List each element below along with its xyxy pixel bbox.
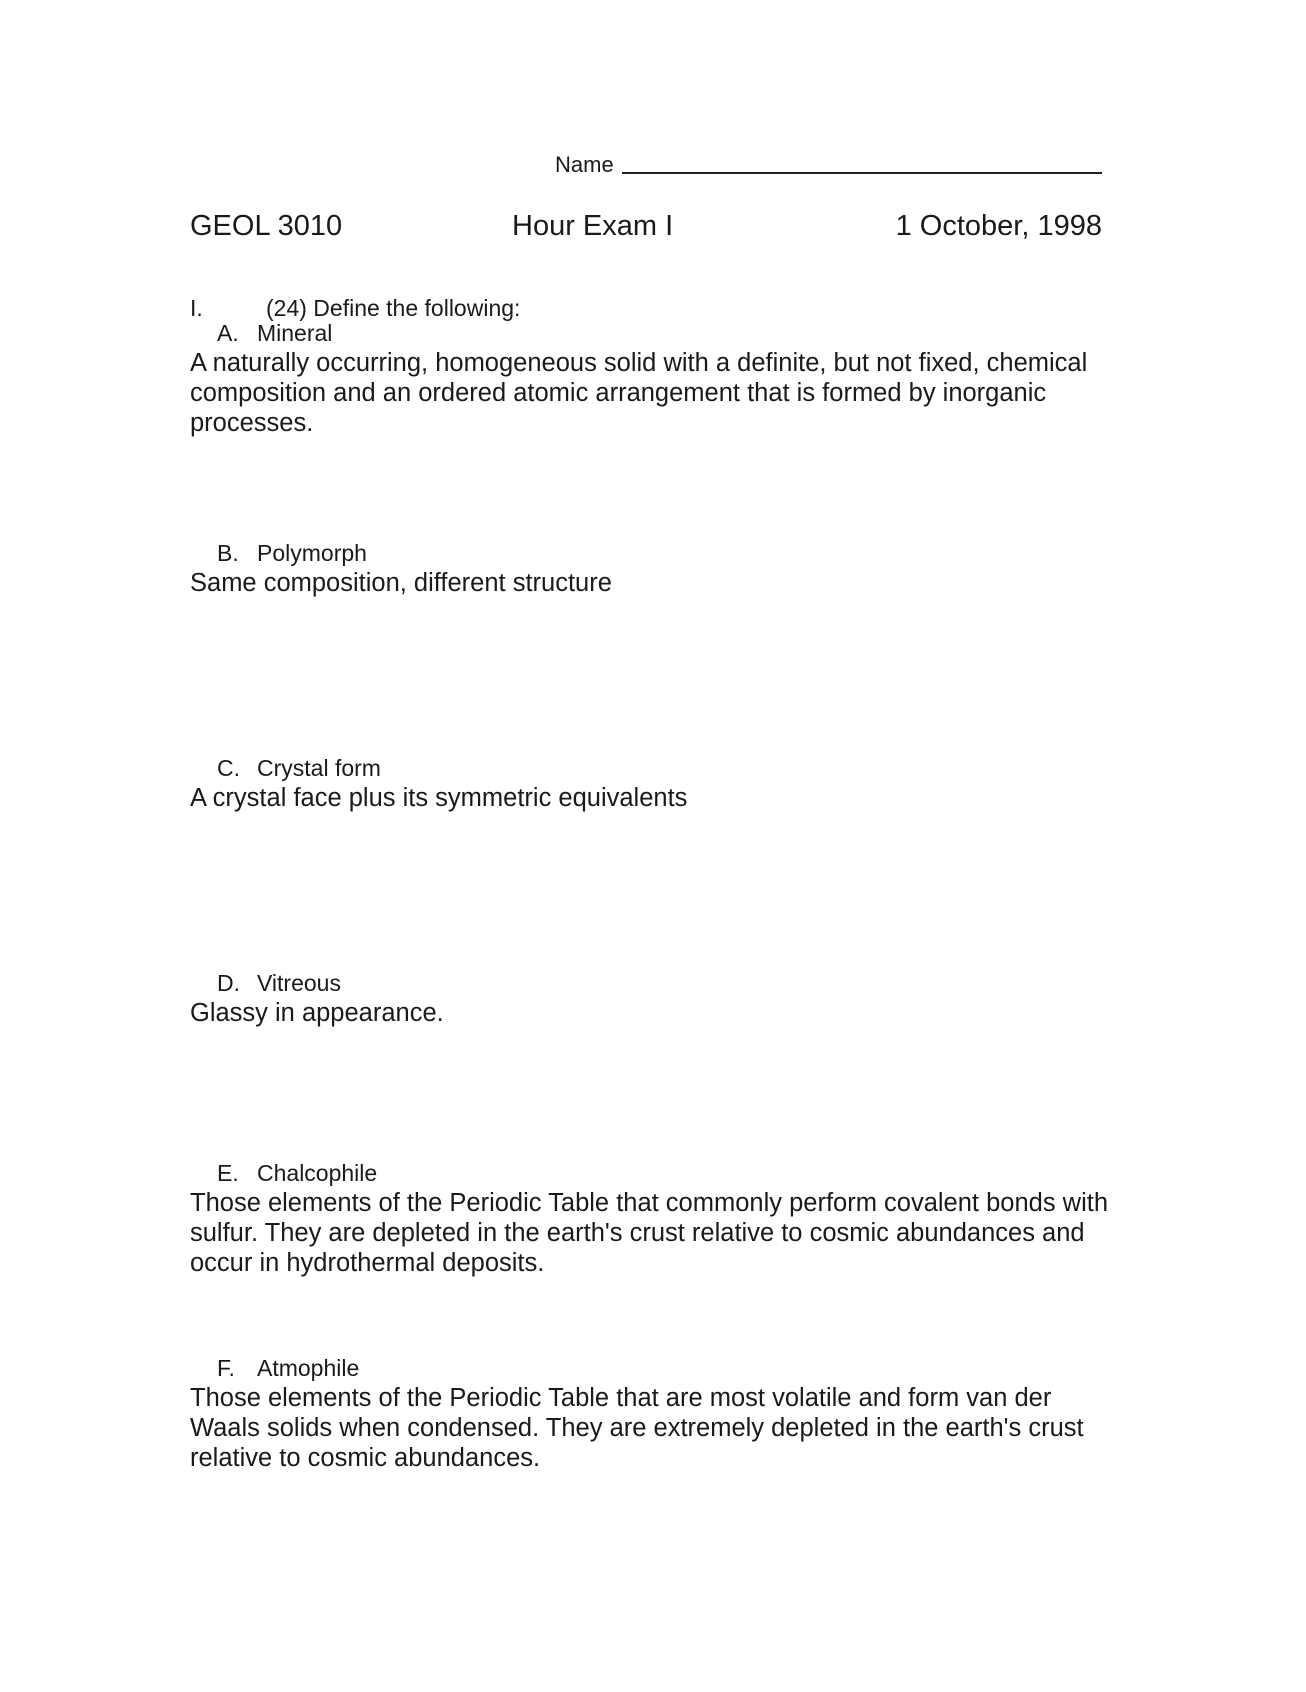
section-heading [190,295,520,322]
item-term [217,970,1115,997]
question-item-mineral [190,320,1115,438]
question-item-crystal-form [190,755,1115,813]
question-item-vitreous [190,970,1115,1028]
name-field [555,152,1102,178]
item-letter: B. [217,540,239,566]
exam-date: 1 October, 1998 [895,210,1102,242]
exam-header [190,210,1102,246]
exam-title: Hour Exam I [512,210,674,242]
item-definition: A crystal face plus its symmetric equivalents [190,784,688,812]
item-letter: D. [217,970,240,996]
item-term-label: Crystal form [257,755,381,781]
item-term [217,1160,1115,1187]
item-term [217,320,1115,347]
section-instruction: (24) Define the following: [266,295,521,321]
item-term [217,1355,1115,1382]
item-definition: Glassy in appearance. [190,999,444,1027]
question-item-polymorph [190,540,1115,598]
item-term [217,540,1115,567]
name-blank-line [622,172,1102,174]
item-term-label: Polymorph [257,540,367,566]
item-definition: Same composition, different structure [190,569,612,597]
section-number: I. [190,295,203,321]
question-item-atmophile [190,1355,1115,1473]
item-term-label: Atmophile [257,1355,360,1381]
name-label: Name [555,152,614,177]
item-term-label: Vitreous [257,970,341,996]
item-term-label: Chalcophile [257,1160,378,1186]
item-term-label: Mineral [257,320,333,346]
question-item-chalcophile [190,1160,1115,1278]
item-letter: F. [217,1355,235,1381]
item-letter: C. [217,755,240,781]
item-definition: Those elements of the Periodic Table that are most volatile and form van der Waals solids when condensed. They are extremely depleted in the earth's crust relative to cosmic abundances. [190,1384,1084,1472]
item-letter: A. [217,320,239,346]
item-term [217,755,1115,782]
item-definition: A naturally occurring, homogeneous solid with a definite, but not fixed, chemical composition and an ordered atomic arrangement that is formed by inorganic processes. [190,349,1088,437]
course-code: GEOL 3010 [190,210,343,242]
item-definition: Those elements of the Periodic Table that commonly perform covalent bonds with sulfur. They are depleted in the earth's crust relative to cosmic abundances and occur in hydrothermal deposits. [190,1189,1108,1277]
item-letter: E. [217,1160,239,1186]
